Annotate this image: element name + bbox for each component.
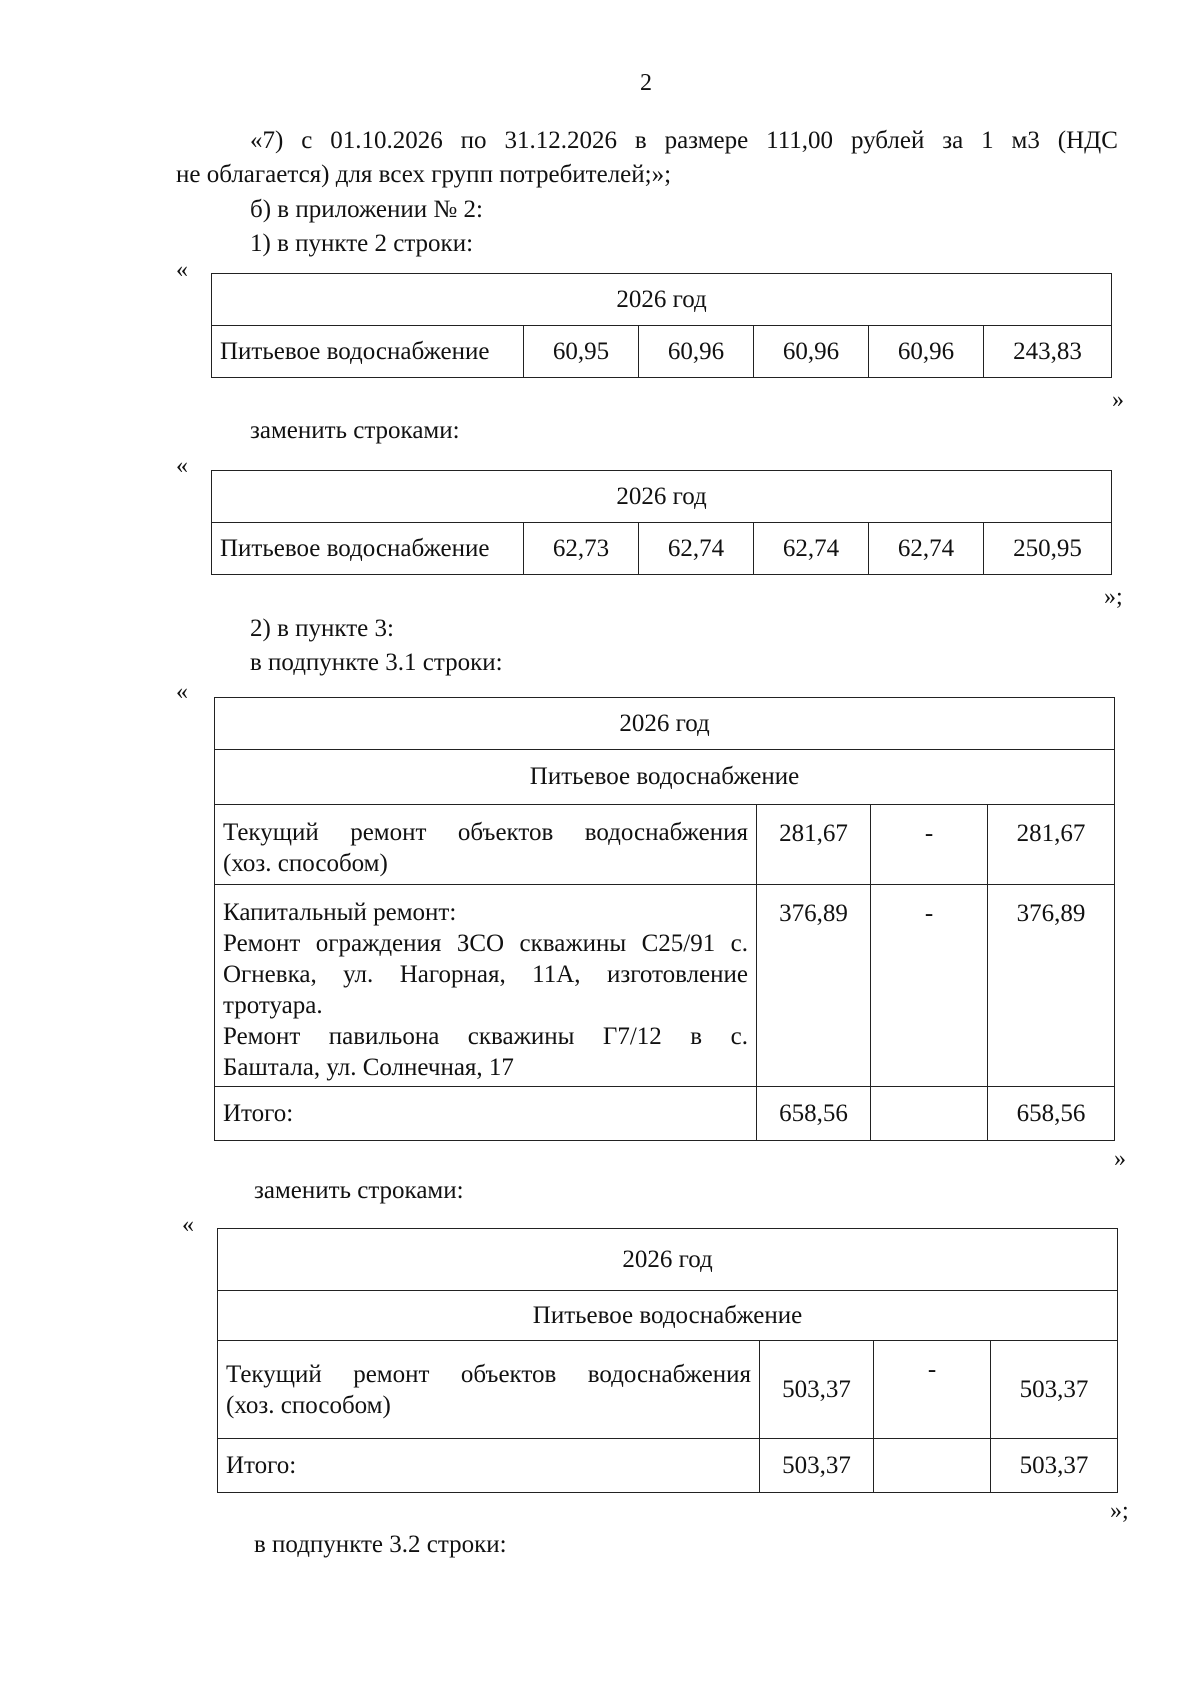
- table-3-capital-line3: [223, 959, 748, 990]
- table-1-cell: 60,96: [869, 326, 984, 378]
- word: павильона: [328, 1023, 440, 1050]
- table-1: [211, 273, 1112, 378]
- word: рублей: [850, 127, 925, 154]
- table-2-cell: 62,74: [639, 523, 754, 575]
- paragraph-7-line-1-words: [250, 124, 1118, 158]
- table-3-capital-line2: [223, 928, 748, 959]
- table-2-cell: 62,74: [754, 523, 869, 575]
- word: объектов: [460, 1360, 557, 1388]
- word: Текущий: [223, 819, 319, 846]
- paragraph-7-line-1: [250, 124, 1118, 158]
- word: с.: [730, 930, 748, 957]
- word: «7): [250, 127, 284, 154]
- word: по: [460, 127, 487, 154]
- table-4-total-label: Итого:: [218, 1439, 760, 1493]
- table-3-capital-line1: Капитальный ремонт:: [223, 899, 457, 926]
- word: скважины: [519, 930, 627, 957]
- word: ремонт: [353, 1360, 430, 1388]
- table-3-capital-line6: Баштала, ул. Солнечная, 17: [223, 1054, 514, 1081]
- word: Огневка,: [223, 961, 317, 988]
- word: ЗСО: [456, 930, 505, 957]
- table-3: [214, 697, 1115, 1141]
- word: 01.10.2026: [330, 127, 443, 154]
- table-4-total-cell: 503,37: [760, 1439, 874, 1493]
- paragraph-3-2: в подпункте 3.2 строки:: [254, 1531, 507, 1558]
- table-4-total-cell: 503,37: [991, 1439, 1118, 1493]
- word: объектов: [457, 819, 554, 846]
- close-quote: »: [1112, 387, 1124, 413]
- table-4-subheader: Питьевое водоснабжение: [218, 1291, 1118, 1341]
- word: в: [690, 1023, 703, 1050]
- word: водоснабжения: [587, 1360, 751, 1388]
- close-quote-semicolon: »;: [1110, 1498, 1129, 1524]
- word: (НДС: [1057, 127, 1118, 154]
- word: скважины: [467, 1023, 575, 1050]
- word: за: [942, 127, 964, 154]
- table-3-cell: 376,89: [988, 885, 1115, 1087]
- open-quote: «: [182, 1212, 194, 1238]
- table-4-total-cell: [874, 1439, 991, 1493]
- close-quote-semicolon: »;: [1104, 584, 1123, 610]
- paragraph-2: 2) в пункте 3:: [250, 615, 394, 642]
- table-3-year-header: 2026 год: [215, 698, 1115, 750]
- table-4: [217, 1228, 1118, 1493]
- table-4-cell: 503,37: [991, 1341, 1118, 1439]
- table-4-current-repair-line1: [226, 1359, 751, 1390]
- table-3-total-cell: [871, 1087, 988, 1141]
- table-4-row-current-repair-label: [218, 1341, 760, 1439]
- table-3-row-capital-repair-label: [215, 885, 757, 1087]
- table-3-capital-line5: [223, 1021, 748, 1052]
- word: м3: [1011, 127, 1040, 154]
- table-1-cell: 60,96: [754, 326, 869, 378]
- word: 11А,: [532, 961, 581, 988]
- word: водоснабжения: [584, 819, 748, 846]
- table-3-cell: -: [871, 885, 988, 1087]
- table-2-year-header: 2026 год: [212, 471, 1112, 523]
- table-4-row-current-repair-label-line2: (хоз. способом): [226, 1391, 391, 1419]
- page-number: 2: [640, 70, 652, 96]
- table-1-year-header: 2026 год: [212, 274, 1112, 326]
- table-2-cell: 62,73: [524, 523, 639, 575]
- word: 111,00: [766, 127, 834, 154]
- table-2: [211, 470, 1112, 575]
- paragraph-7-line-2: не облагается) для всех групп потребителей;»;: [176, 161, 672, 188]
- close-quote: »: [1114, 1146, 1126, 1172]
- open-quote: «: [176, 257, 188, 283]
- table-3-cell: 376,89: [757, 885, 871, 1087]
- open-quote: «: [176, 453, 188, 479]
- table-3-cell: 281,67: [988, 805, 1115, 885]
- replace-text-2: заменить строками:: [254, 1177, 464, 1204]
- open-quote: «: [176, 679, 188, 705]
- word: Нагорная,: [399, 961, 506, 988]
- table-1-cell: 60,95: [524, 326, 639, 378]
- table-4-cell: -: [874, 1341, 991, 1439]
- word: изготовление: [606, 961, 748, 988]
- word: с: [301, 127, 313, 154]
- table-2-cell: 250,95: [984, 523, 1112, 575]
- word: ремонт: [350, 819, 427, 846]
- table-2-row-label: Питьевое водоснабжение: [212, 523, 524, 575]
- paragraph-3-1: в подпункте 3.1 строки:: [250, 649, 503, 676]
- word: Ремонт: [223, 930, 301, 957]
- word: 31.12.2026: [504, 127, 617, 154]
- table-3-total-cell: 658,56: [757, 1087, 871, 1141]
- table-3-total-cell: 658,56: [988, 1087, 1115, 1141]
- word: ограждения: [315, 930, 442, 957]
- word: С25/91: [641, 930, 716, 957]
- table-2-cell: 62,74: [869, 523, 984, 575]
- table-3-total-label: Итого:: [215, 1087, 757, 1141]
- table-3-cell: -: [871, 805, 988, 885]
- table-4-year-header: 2026 год: [218, 1229, 1118, 1291]
- paragraph-1: 1) в пункте 2 строки:: [250, 230, 474, 257]
- paragraph-b: б) в приложении № 2:: [250, 196, 483, 223]
- table-1-cell: 243,83: [984, 326, 1112, 378]
- table-1-cell: 60,96: [639, 326, 754, 378]
- word: Г7/12: [602, 1023, 662, 1050]
- word: Ремонт: [223, 1023, 301, 1050]
- table-3-subheader: Питьевое водоснабжение: [215, 750, 1115, 805]
- table-3-capital-line4: тротуара.: [223, 992, 323, 1019]
- word: размере: [664, 127, 749, 154]
- word: в: [634, 127, 647, 154]
- table-1-row-label: Питьевое водоснабжение: [212, 326, 524, 378]
- table-4-cell: 503,37: [760, 1341, 874, 1439]
- table-3-cell: 281,67: [757, 805, 871, 885]
- word: 1: [981, 127, 994, 154]
- table-3-row-current-repair-label-line2: (хоз. способом): [223, 850, 388, 877]
- replace-text-1: заменить строками:: [250, 417, 460, 444]
- word: ул.: [343, 961, 374, 988]
- word: Текущий: [226, 1360, 322, 1388]
- table-3-current-repair-line1: [223, 817, 748, 848]
- table-3-row-current-repair-label: [215, 805, 757, 885]
- word: с.: [730, 1023, 748, 1050]
